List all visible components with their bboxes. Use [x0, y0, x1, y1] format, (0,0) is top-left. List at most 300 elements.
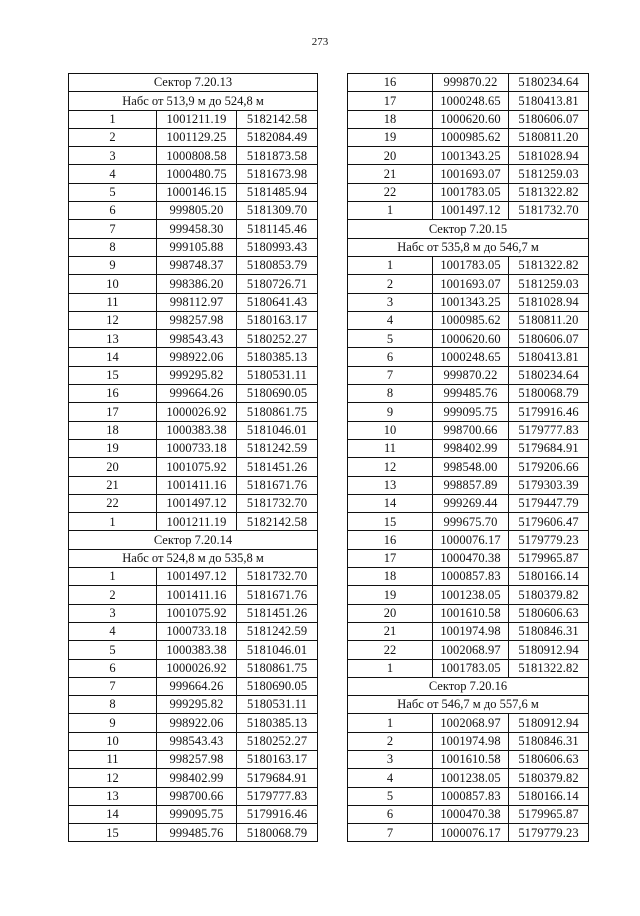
y-coordinate: 5180234.64: [509, 366, 589, 384]
y-coordinate: 5180413.81: [509, 92, 589, 110]
x-coordinate: 998543.43: [157, 330, 237, 348]
table-row: [69, 458, 318, 476]
y-coordinate: 5180163.17: [237, 750, 318, 768]
x-coordinate: 1001075.92: [157, 458, 237, 476]
y-coordinate: 5181671.76: [237, 476, 318, 494]
y-coordinate: 5180861.75: [237, 659, 318, 677]
point-number: 22: [348, 183, 433, 201]
point-number: 18: [348, 568, 433, 586]
y-coordinate: 5179916.46: [509, 403, 589, 421]
table-row: [348, 165, 589, 183]
x-coordinate: 1001974.98: [433, 732, 509, 750]
point-number: 21: [348, 165, 433, 183]
point-number: 13: [348, 476, 433, 494]
table-row: [348, 824, 589, 842]
x-coordinate: 1001238.05: [433, 586, 509, 604]
table-row: [348, 641, 589, 659]
point-number: 18: [69, 421, 157, 439]
y-coordinate: 5179965.87: [509, 549, 589, 567]
y-coordinate: 5181451.26: [237, 604, 318, 622]
page-number: 273: [311, 36, 329, 48]
y-coordinate: 5180811.20: [509, 128, 589, 146]
point-number: 8: [69, 238, 157, 256]
x-coordinate: 1001211.19: [157, 513, 237, 531]
x-coordinate: 1002068.97: [433, 641, 509, 659]
section-header: Набс от 546,7 м до 557,6 м: [348, 696, 589, 714]
table-row: [69, 385, 318, 403]
table-row: [69, 366, 318, 384]
table-row: [348, 769, 589, 787]
point-number: 11: [348, 439, 433, 457]
table-row: [348, 476, 589, 494]
x-coordinate: 998386.20: [157, 275, 237, 293]
y-coordinate: 5179606.47: [509, 513, 589, 531]
point-number: 16: [69, 385, 157, 403]
y-coordinate: 5180068.79: [509, 385, 589, 403]
x-coordinate: 1000808.58: [157, 147, 237, 165]
y-coordinate: 5180606.07: [509, 110, 589, 128]
point-number: 5: [348, 330, 433, 348]
x-coordinate: 1000146.15: [157, 183, 237, 201]
point-number: 9: [69, 256, 157, 274]
x-coordinate: 998922.06: [157, 714, 237, 732]
y-coordinate: 5181322.82: [509, 183, 589, 201]
x-coordinate: 1000620.60: [433, 330, 509, 348]
x-coordinate: 998748.37: [157, 256, 237, 274]
table-row: [348, 750, 589, 768]
point-number: 8: [348, 385, 433, 403]
table-row: [69, 275, 318, 293]
y-coordinate: 5181732.70: [509, 202, 589, 220]
x-coordinate: 1001075.92: [157, 604, 237, 622]
x-coordinate: 1001610.58: [433, 604, 509, 622]
table-row: [348, 330, 589, 348]
y-coordinate: 5180606.63: [509, 604, 589, 622]
y-coordinate: 5181873.58: [237, 147, 318, 165]
table-row: [348, 110, 589, 128]
point-number: 1: [348, 256, 433, 274]
y-coordinate: 5180252.27: [237, 732, 318, 750]
x-coordinate: 999805.20: [157, 202, 237, 220]
y-coordinate: 5180379.82: [509, 769, 589, 787]
point-number: 2: [69, 128, 157, 146]
y-coordinate: 5180811.20: [509, 311, 589, 329]
table-row: [69, 476, 318, 494]
y-coordinate: 5180690.05: [237, 385, 318, 403]
point-number: 10: [69, 732, 157, 750]
x-coordinate: 1000620.60: [433, 110, 509, 128]
y-coordinate: 5180068.79: [237, 824, 318, 842]
table-row: [348, 732, 589, 750]
x-coordinate: 1001411.16: [157, 586, 237, 604]
y-coordinate: 5181309.70: [237, 202, 318, 220]
y-coordinate: 5181046.01: [237, 641, 318, 659]
table-row: [348, 385, 589, 403]
x-coordinate: 1001343.25: [433, 293, 509, 311]
y-coordinate: 5180912.94: [509, 641, 589, 659]
y-coordinate: 5180846.31: [509, 622, 589, 640]
y-coordinate: 5180912.94: [509, 714, 589, 732]
point-number: 19: [348, 128, 433, 146]
point-number: 3: [69, 147, 157, 165]
x-coordinate: 1000076.17: [433, 824, 509, 842]
section-header-row: [348, 696, 589, 714]
point-number: 17: [69, 403, 157, 421]
x-coordinate: 1001497.12: [157, 494, 237, 512]
section-header: Сектор 7.20.13: [69, 74, 318, 92]
table-row: [69, 202, 318, 220]
table-row: [69, 220, 318, 238]
table-row: [348, 74, 589, 92]
x-coordinate: 1001238.05: [433, 769, 509, 787]
y-coordinate: 5181242.59: [237, 439, 318, 457]
x-coordinate: 999458.30: [157, 220, 237, 238]
table-row: [69, 183, 318, 201]
section-header-row: [69, 531, 318, 549]
point-number: 4: [69, 165, 157, 183]
y-coordinate: 5180606.63: [509, 750, 589, 768]
point-number: 13: [69, 787, 157, 805]
x-coordinate: 998700.66: [157, 787, 237, 805]
point-number: 20: [348, 604, 433, 622]
point-number: 10: [69, 275, 157, 293]
x-coordinate: 999269.44: [433, 494, 509, 512]
x-coordinate: 1002068.97: [433, 714, 509, 732]
x-coordinate: 1000857.83: [433, 568, 509, 586]
x-coordinate: 1000480.75: [157, 165, 237, 183]
section-header: Сектор 7.20.14: [69, 531, 318, 549]
x-coordinate: 999664.26: [157, 677, 237, 695]
y-coordinate: 5181242.59: [237, 622, 318, 640]
point-number: 1: [69, 110, 157, 128]
section-header: Набс от 524,8 м до 535,8 м: [69, 549, 318, 567]
point-number: 20: [348, 147, 433, 165]
y-coordinate: 5180531.11: [237, 366, 318, 384]
table-row: [69, 787, 318, 805]
table-row: [348, 439, 589, 457]
x-coordinate: 1001129.25: [157, 128, 237, 146]
x-coordinate: 999485.76: [157, 824, 237, 842]
table-row: [348, 293, 589, 311]
x-coordinate: 998700.66: [433, 421, 509, 439]
point-number: 14: [348, 494, 433, 512]
x-coordinate: 998548.00: [433, 458, 509, 476]
point-number: 11: [69, 750, 157, 768]
y-coordinate: 5181732.70: [237, 568, 318, 586]
table-row: [348, 549, 589, 567]
coordinates-table-right: [347, 73, 589, 842]
x-coordinate: 999295.82: [157, 366, 237, 384]
section-header-row: [69, 92, 318, 110]
y-coordinate: 5180413.81: [509, 348, 589, 366]
x-coordinate: 998112.97: [157, 293, 237, 311]
x-coordinate: 999870.22: [433, 366, 509, 384]
point-number: 3: [348, 750, 433, 768]
y-coordinate: 5179303.39: [509, 476, 589, 494]
table-row: [348, 348, 589, 366]
table-row: [348, 787, 589, 805]
table-row: [348, 659, 589, 677]
y-coordinate: 5180531.11: [237, 696, 318, 714]
point-number: 4: [348, 769, 433, 787]
table-row: [69, 568, 318, 586]
point-number: 5: [69, 641, 157, 659]
table-row: [69, 641, 318, 659]
table-row: [348, 275, 589, 293]
table-row: [69, 769, 318, 787]
point-number: 7: [69, 220, 157, 238]
x-coordinate: 1000383.38: [157, 421, 237, 439]
y-coordinate: 5180726.71: [237, 275, 318, 293]
x-coordinate: 1001693.07: [433, 165, 509, 183]
table-row: [69, 238, 318, 256]
table-row: [69, 732, 318, 750]
point-number: 16: [348, 74, 433, 92]
point-number: 9: [348, 403, 433, 421]
section-header: Набс от 513,9 м до 524,8 м: [69, 92, 318, 110]
table-row: [69, 128, 318, 146]
x-coordinate: 1000470.38: [433, 805, 509, 823]
x-coordinate: 998402.99: [433, 439, 509, 457]
section-header-row: [348, 677, 589, 695]
point-number: 1: [348, 659, 433, 677]
table-row: [348, 805, 589, 823]
x-coordinate: 999870.22: [433, 74, 509, 92]
table-row: [348, 311, 589, 329]
x-coordinate: 1000857.83: [433, 787, 509, 805]
point-number: 17: [348, 92, 433, 110]
y-coordinate: 5181451.26: [237, 458, 318, 476]
table-row: [69, 110, 318, 128]
point-number: 20: [69, 458, 157, 476]
y-coordinate: 5179777.83: [509, 421, 589, 439]
point-number: 6: [348, 805, 433, 823]
table-row: [69, 586, 318, 604]
table-row: [348, 403, 589, 421]
point-number: 10: [348, 421, 433, 439]
y-coordinate: 5179447.79: [509, 494, 589, 512]
y-coordinate: 5180641.43: [237, 293, 318, 311]
y-coordinate: 5181145.46: [237, 220, 318, 238]
y-coordinate: 5179779.23: [509, 531, 589, 549]
x-coordinate: 1001693.07: [433, 275, 509, 293]
x-coordinate: 999105.88: [157, 238, 237, 256]
y-coordinate: 5180861.75: [237, 403, 318, 421]
y-coordinate: 5181259.03: [509, 165, 589, 183]
point-number: 7: [348, 824, 433, 842]
x-coordinate: 998857.89: [433, 476, 509, 494]
y-coordinate: 5181322.82: [509, 256, 589, 274]
y-coordinate: 5180385.13: [237, 348, 318, 366]
x-coordinate: 1000248.65: [433, 92, 509, 110]
point-number: 5: [69, 183, 157, 201]
x-coordinate: 1000026.92: [157, 403, 237, 421]
y-coordinate: 5180846.31: [509, 732, 589, 750]
table-row: [69, 311, 318, 329]
x-coordinate: 1000076.17: [433, 531, 509, 549]
point-number: 21: [69, 476, 157, 494]
table-row: [69, 677, 318, 695]
x-coordinate: 1000026.92: [157, 659, 237, 677]
x-coordinate: 999664.26: [157, 385, 237, 403]
y-coordinate: 5179206.66: [509, 458, 589, 476]
x-coordinate: 1001783.05: [433, 183, 509, 201]
y-coordinate: 5180993.43: [237, 238, 318, 256]
x-coordinate: 1001783.05: [433, 659, 509, 677]
table-row: [69, 330, 318, 348]
point-number: 7: [69, 677, 157, 695]
y-coordinate: 5181671.76: [237, 586, 318, 604]
table-row: [348, 202, 589, 220]
y-coordinate: 5179779.23: [509, 824, 589, 842]
coordinates-table-left: [68, 73, 318, 842]
table-row: [348, 366, 589, 384]
point-number: 7: [348, 366, 433, 384]
table-row: [348, 568, 589, 586]
point-number: 22: [348, 641, 433, 659]
point-number: 1: [348, 714, 433, 732]
x-coordinate: 999295.82: [157, 696, 237, 714]
table-row: [69, 805, 318, 823]
x-coordinate: 1001783.05: [433, 256, 509, 274]
x-coordinate: 998402.99: [157, 769, 237, 787]
point-number: 2: [69, 586, 157, 604]
y-coordinate: 5180163.17: [237, 311, 318, 329]
x-coordinate: 1001411.16: [157, 476, 237, 494]
point-number: 5: [348, 787, 433, 805]
point-number: 3: [348, 293, 433, 311]
y-coordinate: 5180166.14: [509, 787, 589, 805]
table-row: [69, 494, 318, 512]
point-number: 4: [348, 311, 433, 329]
section-header: Набс от 535,8 м до 546,7 м: [348, 238, 589, 256]
table-row: [348, 256, 589, 274]
point-number: 6: [348, 348, 433, 366]
table-row: [348, 622, 589, 640]
point-number: 6: [69, 659, 157, 677]
table-row: [348, 513, 589, 531]
section-header-row: [69, 74, 318, 92]
x-coordinate: 998257.98: [157, 750, 237, 768]
table-row: [69, 750, 318, 768]
y-coordinate: 5179684.91: [509, 439, 589, 457]
point-number: 9: [69, 714, 157, 732]
x-coordinate: 1000985.62: [433, 128, 509, 146]
table-row: [69, 256, 318, 274]
table-row: [348, 92, 589, 110]
point-number: 12: [69, 311, 157, 329]
table-row: [69, 659, 318, 677]
coordinates-table-left-body: [69, 74, 318, 842]
table-row: [348, 531, 589, 549]
y-coordinate: 5179684.91: [237, 769, 318, 787]
x-coordinate: 999485.76: [433, 385, 509, 403]
table-row: [69, 147, 318, 165]
table-row: [69, 622, 318, 640]
point-number: 15: [69, 824, 157, 842]
x-coordinate: 1000248.65: [433, 348, 509, 366]
point-number: 15: [348, 513, 433, 531]
y-coordinate: 5179777.83: [237, 787, 318, 805]
y-coordinate: 5181673.98: [237, 165, 318, 183]
point-number: 15: [69, 366, 157, 384]
table-row: [348, 183, 589, 201]
table-row: [69, 824, 318, 842]
y-coordinate: 5180606.07: [509, 330, 589, 348]
y-coordinate: 5180166.14: [509, 568, 589, 586]
y-coordinate: 5179916.46: [237, 805, 318, 823]
y-coordinate: 5180252.27: [237, 330, 318, 348]
table-row: [69, 293, 318, 311]
table-row: [69, 421, 318, 439]
table-row: [69, 513, 318, 531]
point-number: 4: [69, 622, 157, 640]
table-row: [348, 458, 589, 476]
x-coordinate: 1000733.18: [157, 622, 237, 640]
table-row: [69, 696, 318, 714]
table-row: [69, 165, 318, 183]
y-coordinate: 5181028.94: [509, 147, 589, 165]
point-number: 6: [69, 202, 157, 220]
x-coordinate: 1000383.38: [157, 641, 237, 659]
point-number: 19: [348, 586, 433, 604]
table-row: [348, 421, 589, 439]
y-coordinate: 5180385.13: [237, 714, 318, 732]
point-number: 1: [69, 568, 157, 586]
x-coordinate: 1000985.62: [433, 311, 509, 329]
table-row: [348, 494, 589, 512]
point-number: 19: [69, 439, 157, 457]
x-coordinate: 999675.70: [433, 513, 509, 531]
point-number: 21: [348, 622, 433, 640]
y-coordinate: 5180853.79: [237, 256, 318, 274]
y-coordinate: 5179965.87: [509, 805, 589, 823]
table-row: [69, 714, 318, 732]
point-number: 1: [348, 202, 433, 220]
table-row: [348, 147, 589, 165]
point-number: 8: [69, 696, 157, 714]
y-coordinate: 5182142.58: [237, 110, 318, 128]
y-coordinate: 5182084.49: [237, 128, 318, 146]
point-number: 3: [69, 604, 157, 622]
y-coordinate: 5181485.94: [237, 183, 318, 201]
x-coordinate: 1001211.19: [157, 110, 237, 128]
table-row: [348, 586, 589, 604]
y-coordinate: 5180690.05: [237, 677, 318, 695]
point-number: 14: [69, 348, 157, 366]
table-row: [69, 604, 318, 622]
y-coordinate: 5180234.64: [509, 74, 589, 92]
coordinates-table-right-body: [348, 74, 589, 842]
x-coordinate: 1001974.98: [433, 622, 509, 640]
x-coordinate: 1001497.12: [433, 202, 509, 220]
table-row: [348, 128, 589, 146]
point-number: 14: [69, 805, 157, 823]
point-number: 18: [348, 110, 433, 128]
table-row: [348, 714, 589, 732]
x-coordinate: 999095.75: [433, 403, 509, 421]
x-coordinate: 1001610.58: [433, 750, 509, 768]
section-header-row: [69, 549, 318, 567]
point-number: 13: [69, 330, 157, 348]
x-coordinate: 1001343.25: [433, 147, 509, 165]
section-header: Сектор 7.20.15: [348, 220, 589, 238]
point-number: 22: [69, 494, 157, 512]
table-row: [69, 348, 318, 366]
table-row: [348, 604, 589, 622]
x-coordinate: 1000470.38: [433, 549, 509, 567]
table-row: [69, 439, 318, 457]
